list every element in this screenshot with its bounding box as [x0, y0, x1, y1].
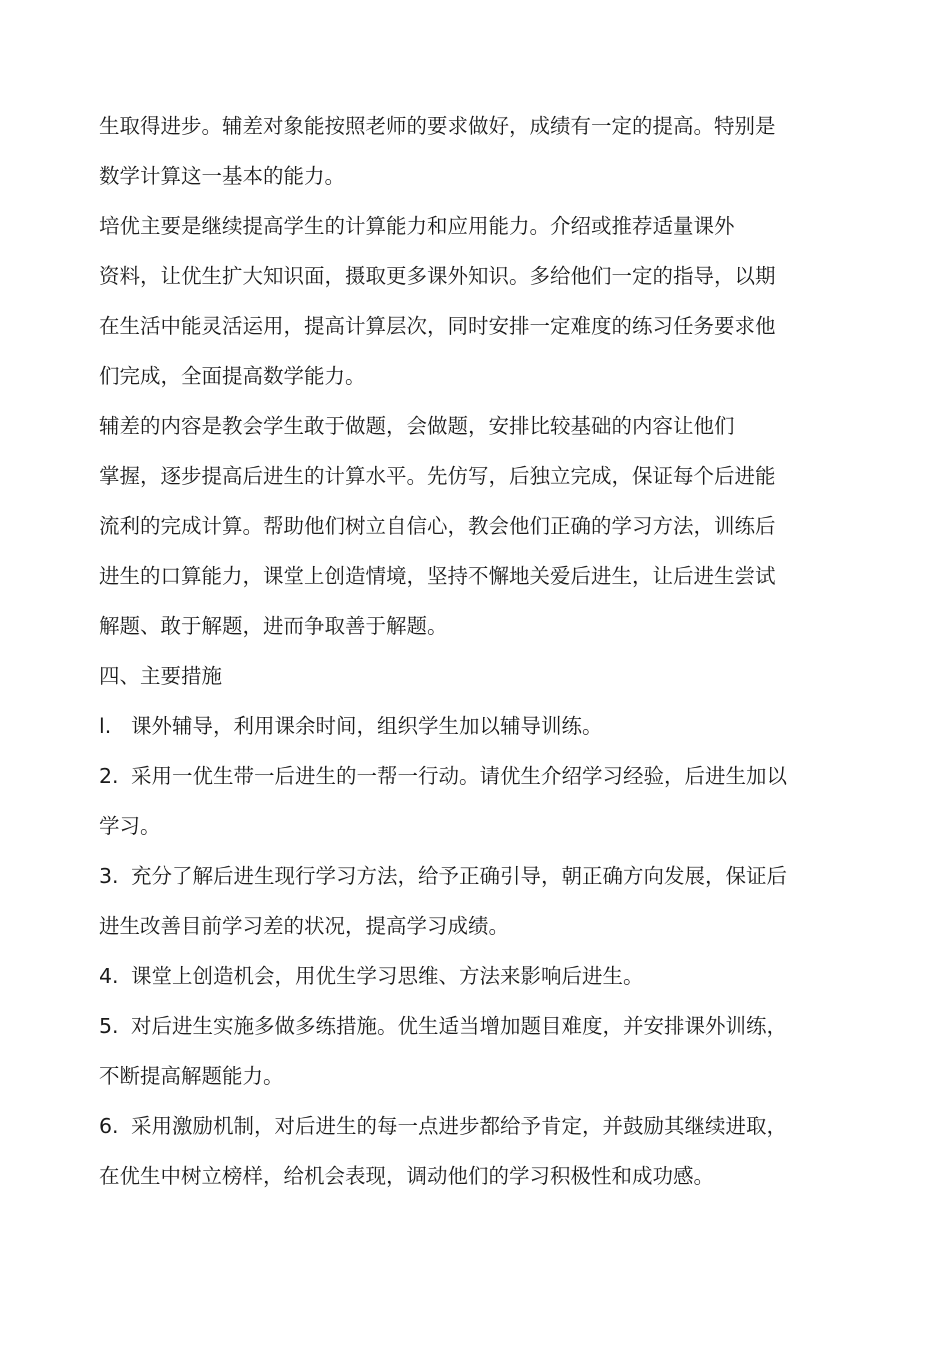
- measure-number: 4.: [99, 964, 119, 988]
- measure-text: 采用一优生带一后进生的一帮一行动。请优生介绍学习经验，后进生加以: [131, 764, 787, 788]
- measure-number: 6.: [99, 1114, 119, 1138]
- paragraph-line: 培优主要是继续提高学生的计算能力和应用能力。介绍或推荐适量课外: [99, 214, 735, 238]
- measure-number: 2.: [99, 764, 119, 788]
- measure-number: 3.: [99, 864, 119, 888]
- measure-continuation: 不断提高解题能力。: [99, 1064, 284, 1088]
- measure-continuation: 进生改善目前学习差的状况，提高学习成绩。: [99, 914, 509, 938]
- measure-number: l.: [99, 714, 112, 738]
- paragraph-line: 数学计算这一基本的能力。: [99, 164, 345, 188]
- document-body: [99, 101, 811, 1201]
- measure-number: 5.: [99, 1014, 119, 1038]
- measure-continuation: 学习。: [99, 814, 161, 838]
- measure-item-6: [99, 1101, 811, 1151]
- paragraph-line: 辅差的内容是教会学生敢于做题，会做题，安排比较基础的内容让他们: [99, 414, 735, 438]
- measure-text: 课堂上创造机会，用优生学习思维、方法来影响后进生。: [131, 964, 644, 988]
- paragraph-line: 生取得进步。辅差对象能按照老师的要求做好，成绩有一定的提高。特别是: [99, 114, 776, 138]
- paragraph-line: 们完成，全面提高数学能力。: [99, 364, 366, 388]
- paragraph-line: 解题、敢于解题，进而争取善于解题。: [99, 614, 448, 638]
- measure-item-2: [99, 751, 811, 801]
- measure-item-5: [99, 1001, 811, 1051]
- paragraph-line: 在生活中能灵活运用，提高计算层次，同时安排一定难度的练习任务要求他: [99, 314, 776, 338]
- paragraph-line: 资料，让优生扩大知识面，摄取更多课外知识。多给他们一定的指导，以期: [99, 264, 776, 288]
- measure-item-1: [99, 701, 811, 751]
- measure-text: 课外辅导，利用课余时间，组织学生加以辅导训练。: [131, 714, 603, 738]
- paragraph-line: 进生的口算能力，课堂上创造情境，坚持不懈地关爱后进生，让后进生尝试: [99, 564, 776, 588]
- measure-item-4: [99, 951, 811, 1001]
- measure-item-3: [99, 851, 811, 901]
- measure-text: 采用激励机制，对后进生的每一点进步都给予肯定，并鼓励其继续进取，: [131, 1114, 787, 1138]
- paragraph-line: 掌握，逐步提高后进生的计算水平。先仿写，后独立完成，保证每个后进能: [99, 464, 776, 488]
- measure-text: 对后进生实施多做多练措施。优生适当增加题目难度，并安排课外训练，: [131, 1014, 787, 1038]
- paragraph-line: 流利的完成计算。帮助他们树立自信心，教会他们正确的学习方法，训练后: [99, 514, 776, 538]
- measure-continuation: 在优生中树立榜样，给机会表现，调动他们的学习积极性和成功感。: [99, 1164, 714, 1188]
- section-heading: 四、主要措施: [99, 664, 222, 688]
- measure-text: 充分了解后进生现行学习方法，给予正确引导，朝正确方向发展，保证后: [131, 864, 787, 888]
